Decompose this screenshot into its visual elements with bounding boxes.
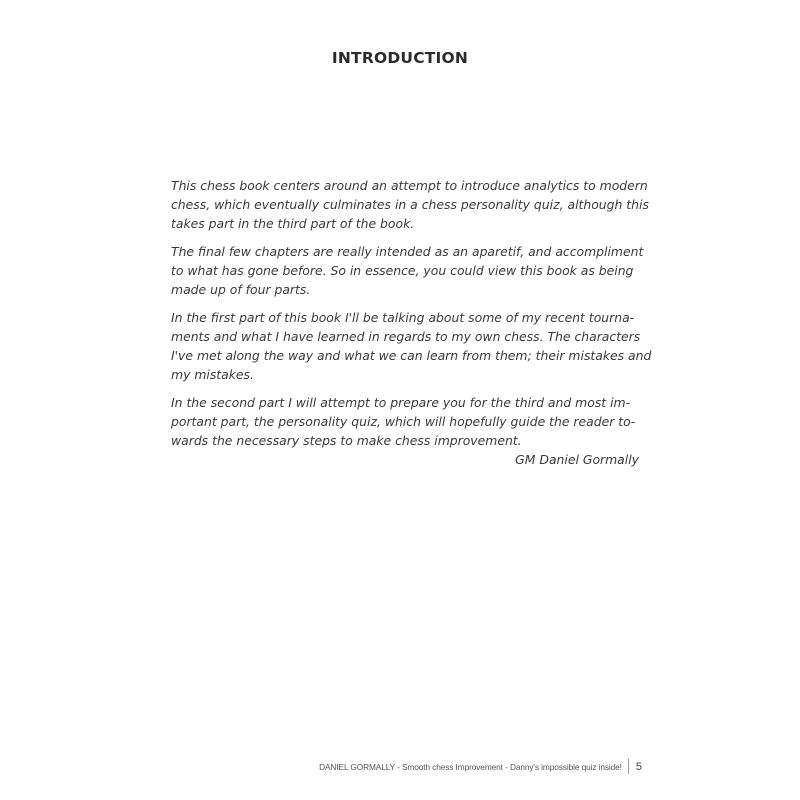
paragraph-1 (171, 176, 649, 233)
paragraph-line: I've met along the way and what we can learn from them; their mistakes and (171, 348, 652, 363)
page-footer (319, 759, 642, 774)
page-number: 5 (635, 760, 642, 773)
author-signature: GM Daniel Gormally (515, 452, 639, 467)
paragraph-line: portant part, the personality quiz, which will hopefully guide the reader to- (171, 414, 636, 429)
paragraph-line: ments and what I have learned in regards to my own chess. The characters (171, 329, 641, 344)
paragraph-line: made up of four parts. (171, 282, 311, 297)
paragraph-line: wards the necessary steps to make chess improvement. (171, 433, 522, 448)
paragraph-line: to what has gone before. So in essence, you could view this book as being (171, 263, 634, 278)
paragraph-3 (171, 308, 652, 384)
paragraph-line: In the second part I will attempt to prepare you for the third and most im- (171, 395, 631, 410)
paragraph-line: my mistakes. (171, 367, 254, 382)
paragraph-line: chess, which eventually culminates in a chess personality quiz, although this (171, 197, 649, 212)
page-title: INTRODUCTION (331, 49, 469, 67)
paragraph-line: The final few chapters are really intended as an aparetif, and accompliment (171, 244, 644, 259)
running-title: DANIEL GORMALLY - Smooth chess Improvement - Danny's impossible quiz inside! (319, 761, 622, 772)
paragraph-line: This chess book centers around an attempt to introduce analytics to modern (171, 178, 648, 193)
paragraph-2 (171, 242, 644, 299)
body-text (171, 176, 652, 469)
paragraph-line: takes part in the third part of the book. (171, 216, 415, 231)
paragraph-4 (171, 393, 639, 450)
paragraph-line: In the first part of this book I'll be talking about some of my recent tourna- (171, 310, 635, 325)
footer-divider (628, 759, 629, 774)
